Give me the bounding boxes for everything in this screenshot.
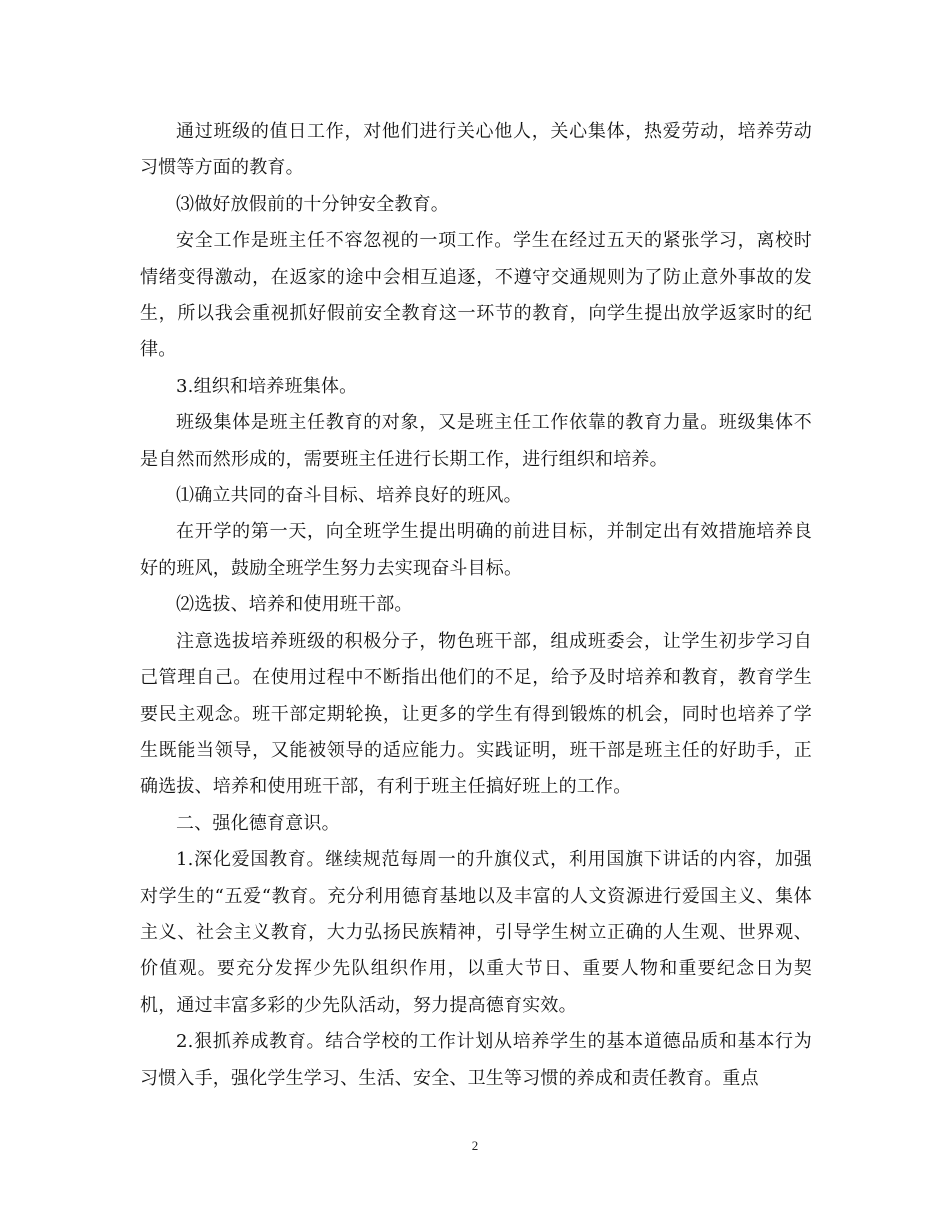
paragraph: 通过班级的值日工作，对他们进行关心他人，关心集体，热爱劳动，培养劳动习惯等方面的教育。 bbox=[140, 121, 812, 179]
page-number: 2 bbox=[471, 1138, 479, 1153]
paragraph: ⑶做好放假前的十分钟安全教育。 bbox=[176, 193, 449, 215]
paragraph: 注意选拔培养班级的积极分子，物色班干部，组成班委会，让学生初步学习自己管理自己。在使用过程中不断指出他们的不足，给予及时培养和教育，教育学生要民主观念。班干部定期轮换，让更多的学生有得到锻炼的机会，同时也培养了学生既能当领导，又能被领导的适应能力。实践证明，班干部是班主任的好助手，正确选拔、培养和使用班干部，有利于班主任搞好班上的工作。 bbox=[140, 630, 812, 798]
paragraph: 3.组织和培养班集体。 bbox=[176, 375, 358, 397]
paragraph: 二、强化德育意识。 bbox=[176, 812, 340, 834]
body-text bbox=[140, 114, 812, 1097]
paragraph: 1.深化爱国教育。继续规范每周一的升旗仪式，利用国旗下讲话的内容，加强对学生的“五爱“教育。充分利用德育基地以及丰富的人文资源进行爱国主义、集体主义、社会主义教育，大力弘扬民族精神，引导学生树立正确的人生观、世界观、价值观。要充分发挥少先队组织作用，以重大节日、重要人物和重要纪念日为契机，通过丰富多彩的少先队活动，努力提高德育实效。 bbox=[140, 849, 812, 1016]
paragraph: 安全工作是班主任不容忽视的一项工作。学生在经过五天的紧张学习，离校时情绪变得激动，在返家的途中会相互追逐，不遵守交通规则为了防止意外事故的发生，所以我会重视抓好假前安全教育这一环节的教育，向学生提出放学返家时的纪律。 bbox=[140, 230, 812, 361]
paragraph: ⑵选拔、培养和使用班干部。 bbox=[176, 594, 413, 616]
paragraph: 在开学的第一天，向全班学生提出明确的前进目标，并制定出有效措施培养良好的班风，鼓励全班学生努力去实现奋斗目标。 bbox=[140, 521, 812, 579]
paragraph: 2.狠抓养成教育。结合学校的工作计划从培养学生的基本道德品质和基本行为习惯入手，强化学生学习、生活、安全、卫生等习惯的养成和责任教育。重点 bbox=[140, 1031, 812, 1089]
paragraph: 班级集体是班主任教育的对象，又是班主任工作依靠的教育力量。班级集体不是自然而然形成的，需要班主任进行长期工作，进行组织和培养。 bbox=[140, 412, 812, 470]
paragraph: ⑴确立共同的奋斗目标、培养良好的班风。 bbox=[176, 485, 522, 507]
